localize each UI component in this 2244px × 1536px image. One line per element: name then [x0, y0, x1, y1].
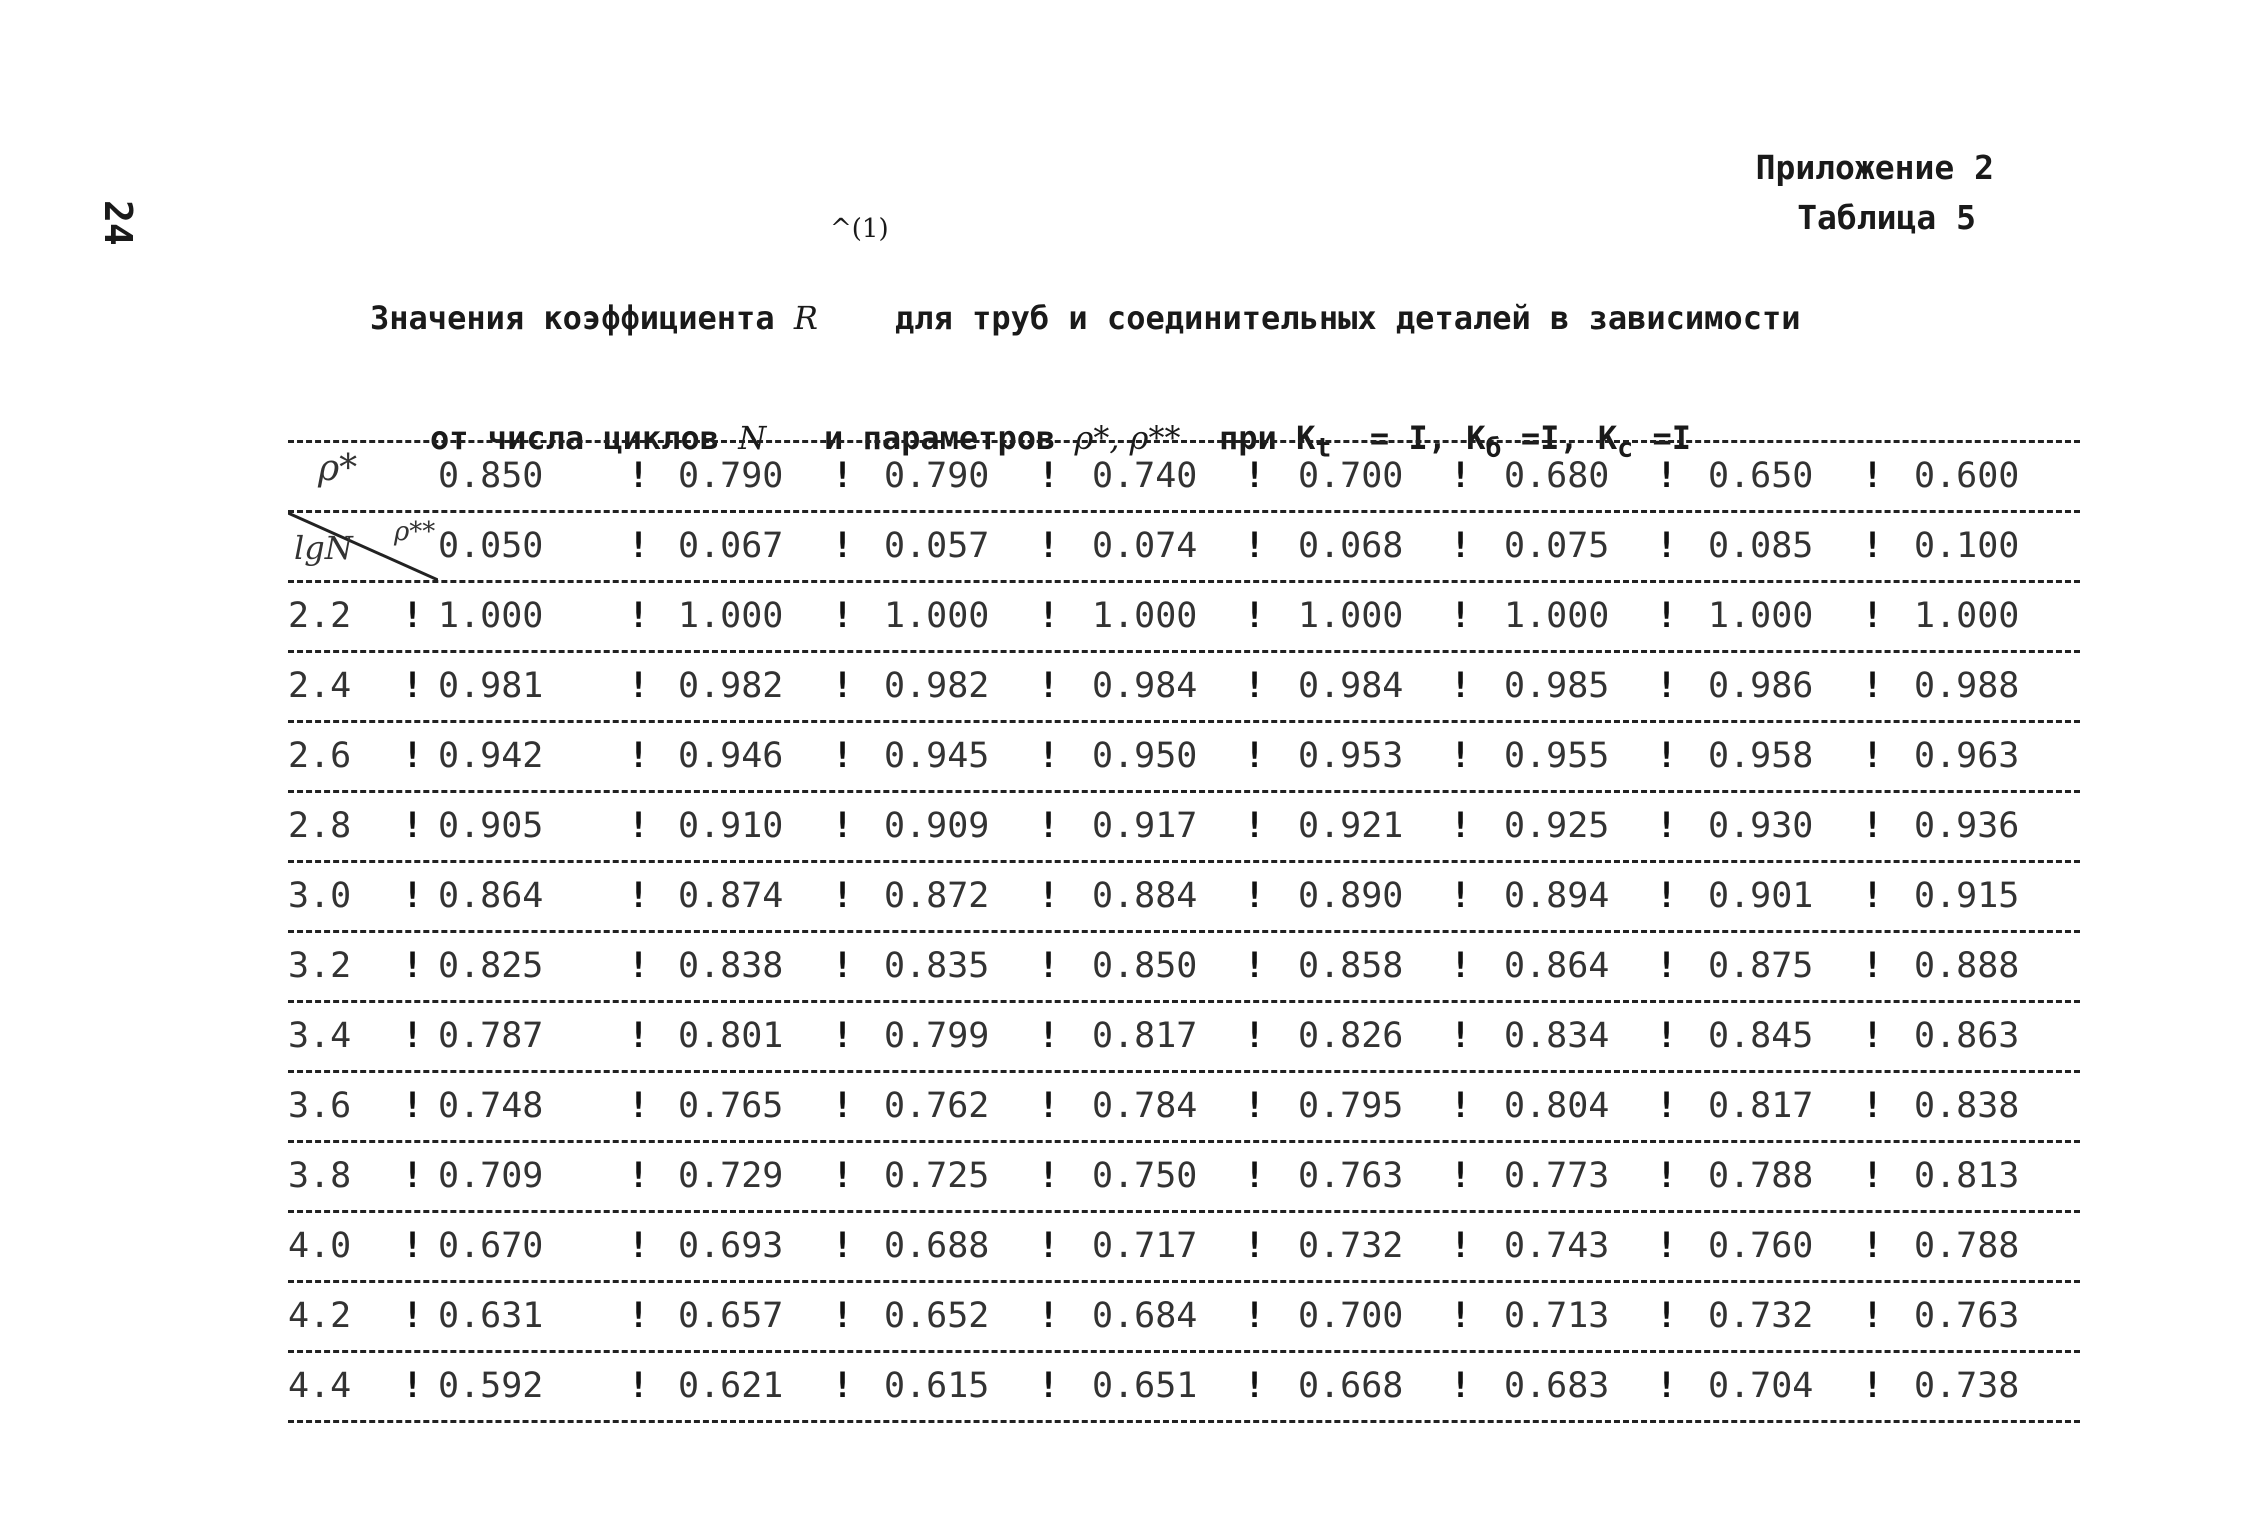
table-cell: 1.000 — [1914, 596, 2020, 636]
column-separator: ! — [1656, 1016, 1678, 1056]
column-separator: ! — [402, 1366, 424, 1406]
coefficient-table — [288, 440, 2080, 1423]
column-separator: ! — [832, 1016, 854, 1056]
column-separator: ! — [1656, 946, 1678, 986]
column-separator: ! — [1038, 946, 1060, 986]
lgn-value: 2.6 — [288, 736, 352, 776]
lgn-value: 3.0 — [288, 876, 352, 916]
caption-text: от числа циклов — [430, 419, 739, 457]
table-cell: 0.615 — [884, 1366, 990, 1406]
column-separator: ! — [1862, 666, 1884, 706]
page-number: 24 — [96, 200, 140, 246]
table-row — [288, 1140, 2080, 1210]
table-cell: 0.693 — [678, 1226, 784, 1266]
lgn-value: 4.2 — [288, 1296, 352, 1336]
table-cell: 0.748 — [438, 1086, 544, 1126]
column-separator: ! — [402, 1016, 424, 1056]
column-separator: ! — [402, 1296, 424, 1336]
table-cell: 0.683 — [1504, 1366, 1610, 1406]
caption-text: при K — [1180, 419, 1316, 457]
table-cell: 0.709 — [438, 1156, 544, 1196]
column-separator: ! — [832, 1296, 854, 1336]
table-body — [288, 580, 2080, 1423]
column-separator: ! — [832, 596, 854, 636]
table-cell: 0.813 — [1914, 1156, 2020, 1196]
column-separator: ! — [832, 1226, 854, 1266]
table-cell: 1.000 — [1092, 596, 1198, 636]
column-separator: ! — [1862, 736, 1884, 776]
column-separator: ! — [1862, 1296, 1884, 1336]
table-cell: 0.817 — [1708, 1086, 1814, 1126]
column-separator: ! — [1450, 596, 1472, 636]
table-cell: 0.953 — [1298, 736, 1404, 776]
column-separator: ! — [832, 1156, 854, 1196]
table-cell: 0.838 — [1914, 1086, 2020, 1126]
table-cell: 0.901 — [1708, 876, 1814, 916]
table-cell: 0.984 — [1092, 666, 1198, 706]
lgn-value: 2.8 — [288, 806, 352, 846]
table-cell: 1.000 — [678, 596, 784, 636]
table-row — [288, 1070, 2080, 1140]
column-separator: ! — [832, 666, 854, 706]
table-cell: 0.684 — [1092, 1296, 1198, 1336]
rho-star-row — [288, 440, 2080, 510]
table-row — [288, 1000, 2080, 1070]
table-cell: 0.700 — [1298, 1296, 1404, 1336]
table-cell: 0.765 — [678, 1086, 784, 1126]
table-cell: 0.875 — [1708, 946, 1814, 986]
column-separator: ! — [1862, 596, 1884, 636]
column-separator: ! — [402, 736, 424, 776]
table-cell: 0.817 — [1092, 1016, 1198, 1056]
table-cell: 0.799 — [884, 1016, 990, 1056]
table-cell: 0.600 — [1914, 456, 2020, 496]
table-cell: 0.732 — [1298, 1226, 1404, 1266]
table-cell: 0.890 — [1298, 876, 1404, 916]
column-separator: ! — [628, 876, 650, 916]
column-separator: ! — [1244, 736, 1266, 776]
column-separator: ! — [402, 876, 424, 916]
table-cell: 0.872 — [884, 876, 990, 916]
table-cell: 0.905 — [438, 806, 544, 846]
column-separator: ! — [402, 1086, 424, 1126]
table-cell: 0.936 — [1914, 806, 2020, 846]
table-cell: 0.651 — [1092, 1366, 1198, 1406]
table-cell: 0.950 — [1092, 736, 1198, 776]
column-separator: ! — [1862, 1156, 1884, 1196]
column-separator: ! — [1656, 876, 1678, 916]
table-cell: 0.700 — [1298, 456, 1404, 496]
lgn-value: 2.4 — [288, 666, 352, 706]
column-separator: ! — [1244, 1016, 1266, 1056]
caption-text: =I — [1633, 419, 1692, 457]
column-separator: ! — [1244, 666, 1266, 706]
column-separator: ! — [832, 526, 854, 566]
subscript-c: c — [1617, 432, 1634, 464]
table-cell: 0.986 — [1708, 666, 1814, 706]
column-separator: ! — [628, 666, 650, 706]
column-separator: ! — [1656, 596, 1678, 636]
column-separator: ! — [1656, 1296, 1678, 1336]
caption-line-1 — [370, 298, 1950, 338]
column-separator: ! — [1244, 946, 1266, 986]
table-cell: 0.738 — [1914, 1366, 2020, 1406]
table-cell: 0.850 — [438, 456, 544, 496]
table-cell: 0.650 — [1708, 456, 1814, 496]
table-cell: 0.825 — [438, 946, 544, 986]
table-cell: 0.945 — [884, 736, 990, 776]
column-separator: ! — [628, 1296, 650, 1336]
column-separator: ! — [1038, 1156, 1060, 1196]
column-separator: ! — [1862, 456, 1884, 496]
table-cell: 0.784 — [1092, 1086, 1198, 1126]
rho-star-label: ρ* — [318, 448, 358, 489]
table-row — [288, 720, 2080, 790]
column-separator: ! — [1038, 1366, 1060, 1406]
column-separator: ! — [1450, 1016, 1472, 1056]
column-separator: ! — [1450, 806, 1472, 846]
table-cell: 0.760 — [1708, 1226, 1814, 1266]
table-cell: 1.000 — [438, 596, 544, 636]
table-cell: 0.909 — [884, 806, 990, 846]
table-cell: 0.981 — [438, 666, 544, 706]
column-separator: ! — [1244, 1226, 1266, 1266]
subscript-sigma: б — [1485, 432, 1502, 464]
column-separator: ! — [628, 526, 650, 566]
table-cell: 0.942 — [438, 736, 544, 776]
table-cell: 0.958 — [1708, 736, 1814, 776]
table-cell: 0.075 — [1504, 526, 1610, 566]
column-separator: ! — [1038, 596, 1060, 636]
column-separator: ! — [1450, 1226, 1472, 1266]
column-separator: ! — [1862, 1016, 1884, 1056]
column-separator: ! — [1450, 736, 1472, 776]
table-cell: 0.762 — [884, 1086, 990, 1126]
table-cell: 0.858 — [1298, 946, 1404, 986]
table-cell: 0.743 — [1504, 1226, 1610, 1266]
column-separator: ! — [1038, 736, 1060, 776]
table-cell: 0.068 — [1298, 526, 1404, 566]
column-separator: ! — [1450, 1086, 1472, 1126]
column-separator: ! — [1244, 526, 1266, 566]
table-cell: 0.863 — [1914, 1016, 2020, 1056]
table-row — [288, 580, 2080, 650]
caption-text: и параметров — [766, 419, 1075, 457]
column-separator: ! — [1038, 1296, 1060, 1336]
column-separator: ! — [1862, 526, 1884, 566]
coefficient-superscript: ^(1) — [830, 214, 889, 244]
column-separator: ! — [628, 456, 650, 496]
column-separator: ! — [628, 596, 650, 636]
column-separator: ! — [628, 736, 650, 776]
column-separator: ! — [1656, 456, 1678, 496]
column-separator: ! — [1450, 666, 1472, 706]
column-separator: ! — [1656, 1156, 1678, 1196]
table-cell: 0.864 — [438, 876, 544, 916]
table-cell: 0.670 — [438, 1226, 544, 1266]
table-cell: 0.826 — [1298, 1016, 1404, 1056]
column-separator: ! — [832, 946, 854, 986]
column-separator: ! — [1656, 1086, 1678, 1126]
column-separator: ! — [1038, 876, 1060, 916]
subscript-t: t — [1315, 432, 1332, 464]
column-separator: ! — [1450, 456, 1472, 496]
table-row — [288, 860, 2080, 930]
column-separator: ! — [1244, 876, 1266, 916]
table-cell: 0.621 — [678, 1366, 784, 1406]
table-cell: 0.884 — [1092, 876, 1198, 916]
table-cell: 0.067 — [678, 526, 784, 566]
table-cell: 0.713 — [1504, 1296, 1610, 1336]
rho-double-star-row — [288, 510, 2080, 580]
table-row — [288, 1280, 2080, 1350]
table-cell: 0.982 — [884, 666, 990, 706]
column-separator: ! — [628, 1016, 650, 1056]
table-cell: 0.790 — [884, 456, 990, 496]
column-separator: ! — [832, 806, 854, 846]
column-separator: ! — [1862, 806, 1884, 846]
table-cell: 0.763 — [1914, 1296, 2020, 1336]
table-cell: 0.657 — [678, 1296, 784, 1336]
table-row — [288, 790, 2080, 860]
column-separator: ! — [1450, 1296, 1472, 1336]
column-separator: ! — [1656, 526, 1678, 566]
table-cell: 0.790 — [678, 456, 784, 496]
lgn-value: 4.0 — [288, 1226, 352, 1266]
column-separator: ! — [628, 1156, 650, 1196]
appendix-label: Приложение 2 — [1755, 148, 1994, 187]
header-corner-cell — [288, 513, 438, 580]
column-separator: ! — [1656, 1226, 1678, 1266]
column-separator: ! — [628, 1366, 650, 1406]
table-cell: 0.668 — [1298, 1366, 1404, 1406]
table-cell: 0.688 — [884, 1226, 990, 1266]
table-cell: 0.930 — [1708, 806, 1814, 846]
column-separator: ! — [1244, 1366, 1266, 1406]
table-cell: 0.750 — [1092, 1156, 1198, 1196]
column-separator: ! — [1244, 596, 1266, 636]
table-cell: 0.631 — [438, 1296, 544, 1336]
column-separator: ! — [1656, 1366, 1678, 1406]
column-separator: ! — [402, 806, 424, 846]
column-separator: ! — [832, 456, 854, 496]
column-separator: ! — [1244, 1086, 1266, 1126]
table-cell: 0.773 — [1504, 1156, 1610, 1196]
table-row — [288, 1210, 2080, 1280]
table-cell: 0.717 — [1092, 1226, 1198, 1266]
lgn-value: 3.4 — [288, 1016, 352, 1056]
table-cell: 0.963 — [1914, 736, 2020, 776]
table-cell: 0.787 — [438, 1016, 544, 1056]
column-separator: ! — [402, 1156, 424, 1196]
table-cell: 0.894 — [1504, 876, 1610, 916]
table-cell: 1.000 — [1298, 596, 1404, 636]
table-cell: 0.652 — [884, 1296, 990, 1336]
table-cell: 0.917 — [1092, 806, 1198, 846]
column-separator: ! — [402, 1226, 424, 1266]
column-separator: ! — [1450, 876, 1472, 916]
table-cell: 0.915 — [1914, 876, 2020, 916]
table-cell: 0.888 — [1914, 946, 2020, 986]
table-cell: 0.729 — [678, 1156, 784, 1196]
column-separator: ! — [1656, 736, 1678, 776]
table-cell: 0.801 — [678, 1016, 784, 1056]
table-cell: 0.988 — [1914, 666, 2020, 706]
column-separator: ! — [1656, 806, 1678, 846]
column-separator: ! — [1038, 1226, 1060, 1266]
table-row — [288, 650, 2080, 720]
lgn-label: lgN — [294, 529, 353, 567]
column-separator: ! — [1038, 806, 1060, 846]
table-cell: 0.795 — [1298, 1086, 1404, 1126]
column-separator: ! — [628, 1226, 650, 1266]
table-cell: 0.850 — [1092, 946, 1198, 986]
column-separator: ! — [1862, 1366, 1884, 1406]
table-cell: 0.874 — [678, 876, 784, 916]
column-separator: ! — [1038, 456, 1060, 496]
table-cell: 0.910 — [678, 806, 784, 846]
column-separator: ! — [1450, 1156, 1472, 1196]
lgn-value: 4.4 — [288, 1366, 352, 1406]
table-cell: 0.100 — [1914, 526, 2020, 566]
table-cell: 0.921 — [1298, 806, 1404, 846]
column-separator: ! — [1244, 1296, 1266, 1336]
table-row — [288, 930, 2080, 1000]
table-cell: 0.085 — [1708, 526, 1814, 566]
table-cell: 0.788 — [1708, 1156, 1814, 1196]
rho-symbols: ρ*, ρ** — [1074, 419, 1181, 457]
table-cell: 0.982 — [678, 666, 784, 706]
column-separator: ! — [832, 876, 854, 916]
column-separator: ! — [1244, 806, 1266, 846]
table-cell: 1.000 — [1708, 596, 1814, 636]
table-cell: 0.763 — [1298, 1156, 1404, 1196]
column-separator: ! — [1038, 526, 1060, 566]
table-cell: 0.985 — [1504, 666, 1610, 706]
lgn-value: 3.2 — [288, 946, 352, 986]
table-row — [288, 1350, 2080, 1423]
coefficient-symbol: R — [793, 299, 818, 337]
table-cell: 0.864 — [1504, 946, 1610, 986]
caption-text: =I, K — [1501, 419, 1618, 457]
table-cell: 0.946 — [678, 736, 784, 776]
table-cell: 0.592 — [438, 1366, 544, 1406]
table-cell: 0.925 — [1504, 806, 1610, 846]
column-separator: ! — [832, 1366, 854, 1406]
lgn-value: 3.8 — [288, 1156, 352, 1196]
table-cell: 0.835 — [884, 946, 990, 986]
table-cell: 0.740 — [1092, 456, 1198, 496]
cycles-symbol: N — [738, 419, 767, 457]
table-cell: 0.732 — [1708, 1296, 1814, 1336]
table-cell: 0.057 — [884, 526, 990, 566]
column-separator: ! — [628, 946, 650, 986]
table-cell: 0.845 — [1708, 1016, 1814, 1056]
column-separator: ! — [832, 736, 854, 776]
table-cell: 1.000 — [1504, 596, 1610, 636]
lgn-value: 3.6 — [288, 1086, 352, 1126]
table-cell: 0.788 — [1914, 1226, 2020, 1266]
column-separator: ! — [1244, 1156, 1266, 1196]
table-number: Таблица 5 — [1797, 198, 1976, 237]
table-cell: 0.680 — [1504, 456, 1610, 496]
column-separator: ! — [1862, 1226, 1884, 1266]
column-separator: ! — [1450, 526, 1472, 566]
column-separator: ! — [402, 666, 424, 706]
column-separator: ! — [1038, 1016, 1060, 1056]
table-cell: 0.074 — [1092, 526, 1198, 566]
column-separator: ! — [1244, 456, 1266, 496]
column-separator: ! — [628, 1086, 650, 1126]
caption-text: Значения коэффициента — [370, 299, 794, 337]
column-separator: ! — [1450, 946, 1472, 986]
table-cell: 0.725 — [884, 1156, 990, 1196]
table-cell: 1.000 — [884, 596, 990, 636]
column-separator: ! — [1862, 876, 1884, 916]
rho-double-star-label: ρ** — [394, 517, 436, 547]
column-separator: ! — [1862, 946, 1884, 986]
table-cell: 0.984 — [1298, 666, 1404, 706]
column-separator: ! — [1038, 1086, 1060, 1126]
column-separator: ! — [402, 946, 424, 986]
table-cell: 0.704 — [1708, 1366, 1814, 1406]
caption-text: = I, K — [1331, 419, 1486, 457]
caption-text: для труб и соединительных деталей в зависимости — [817, 299, 1801, 337]
column-separator: ! — [1862, 1086, 1884, 1126]
column-separator: ! — [628, 806, 650, 846]
column-separator: ! — [402, 596, 424, 636]
column-separator: ! — [1656, 666, 1678, 706]
table-cell: 0.838 — [678, 946, 784, 986]
table-cell: 0.804 — [1504, 1086, 1610, 1126]
column-separator: ! — [1038, 666, 1060, 706]
column-separator: ! — [832, 1086, 854, 1126]
column-separator: ! — [1450, 1366, 1472, 1406]
table-cell: 0.955 — [1504, 736, 1610, 776]
table-cell: 0.050 — [438, 526, 544, 566]
lgn-value: 2.2 — [288, 596, 352, 636]
table-cell: 0.834 — [1504, 1016, 1610, 1056]
